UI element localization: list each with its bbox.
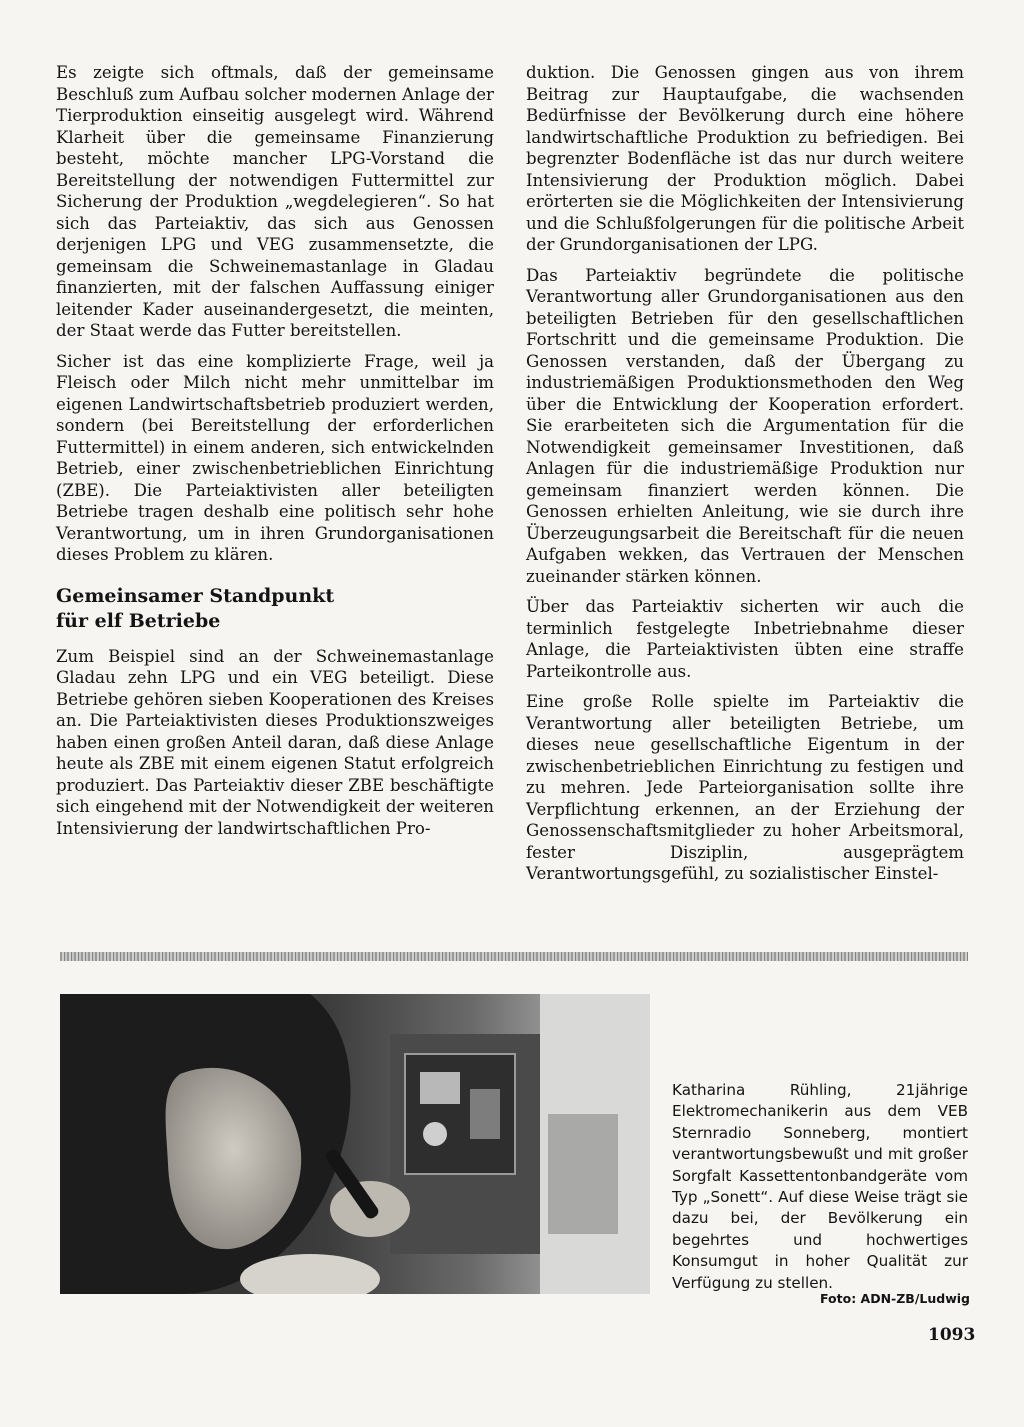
left-text-column xyxy=(56,62,494,848)
paragraph: Das Parteiaktiv begründete die politische Verantwortung aller Grundorganisationen aus den beteiligten Betrieben für den gesellschaftlichen Fortschritt und die gemeinsame Produktion. Die Genossen verstanden, daß der Übergang zu industriemäßigen Produktionsmethoden den Weg über die Entwicklung der Kooperation erfordert. Sie erarbeiteten sich die Argumentation für die Notwendigkeit gemeinsamer Investitionen, daß Anlagen für die industriemäßige Produktion nur gemeinsam finanziert werden können. Die Genossen erhielten Anleitung, wie sie durch ihre Überzeugungsarbeit die Bereitschaft für die neuen Aufgaben wekken, das Vertrauen der Menschen zueinander stärken können. xyxy=(526,265,964,586)
section-heading-line: für elf Betriebe xyxy=(56,609,221,632)
paragraph: Über das Parteiaktiv sicherten wir auch die terminlich festgelegte Inbetriebnahme dieser Anlage, die Parteiaktivisten übten eine straffe Parteikontrolle aus. xyxy=(526,597,964,681)
page-number: 1093 xyxy=(928,1325,976,1345)
section-heading-line: Gemeinsamer Standpunkt xyxy=(56,584,335,607)
photo-woman-assembling-tape-recorder xyxy=(60,994,650,1294)
photo-credit: Foto: ADN-ZB/Ludwig xyxy=(820,1291,970,1306)
halftone-divider xyxy=(60,952,968,961)
paragraph: Zum Beispiel sind an der Schweinemastanlage Gladau zehn LPG und ein VEG beteiligt. Diese Betriebe gehören sieben Kooperationen des Kreises an. Die Parteiaktivisten dieses Produktionszweiges haben einen großen Anteil daran, daß diese Anlage heute als ZBE mit einem eigenen Statut erfolgreich produziert. Das Parteiaktiv dieser ZBE beschäftigte sich eingehend mit der Notwendigkeit der weiteren Intensivierung der landwirtschaftlichen Pro- xyxy=(56,646,494,838)
right-text-column xyxy=(526,62,964,894)
paragraph: duktion. Die Genossen gingen aus von ihrem Beitrag zur Hauptaufgabe, die wachsenden Bedürfnisse der Bevölkerung durch eine höhere landwirtschaftliche Produktion zu befriedigen. Bei begrenzter Bodenfläche ist das nur durch weitere Intensivierung der Produktion möglich. Dabei erörterten sie die Möglichkeiten der Intensivierung und die Schlußfolgerungen für die politische Arbeit der Grundorganisationen der LPG. xyxy=(526,63,964,254)
paragraph: Es zeigte sich oftmals, daß der gemeinsame Beschluß zum Aufbau solcher modernen Anlage der Tierproduktion einseitig ausgelegt wird. Während Klarheit über die gemeinsame Finanzierung besteht, möchte mancher LPG-Vorstand die Bereitstellung der notwendigen Futtermittel zur Sicherung der Produktion „wegdelegieren“. So hat sich das Parteiaktiv, das sich aus Genossen derjenigen LPG und VEG zusammensetzte, die gemeinsam die Schweinemastanlage in Gladau finanzierten, mit der falschen Auffassung einiger leitender Kader auseinandergesetzt, die meinten, der Staat werde das Futter bereitstellen. xyxy=(56,63,494,340)
section-heading xyxy=(56,584,494,634)
paragraph: Eine große Rolle spielte im Parteiaktiv die Verantwortung aller beteiligten Betriebe, um dieses neue gesellschaftliche Eigentum in der zwischenbetrieblichen Einrichtung zu festigen und zu mehren. Jede Parteiorganisation sollte ihre Verpflichtung erkennen, an der Erziehung der Genossenschaftsmitglieder zu hoher Arbeitsmoral, fester Disziplin, ausgeprägtem Verantwortungsgefühl, zu sozialistischer Einstel- xyxy=(526,692,964,883)
paragraph: Sicher ist das eine komplizierte Frage, weil ja Fleisch oder Milch nicht mehr unmittelbar im eigenen Landwirtschaftsbetrieb produziert werden, sondern (bei Bereitstellung der erforderlichen Futtermittel) in einem anderen, sich entwickelnden Betrieb, einer zwischenbetrieblichen Einrichtung (ZBE). Die Parteiaktivisten aller beteiligten Betriebe tragen deshalb eine politisch sehr hohe Verantwortung, um in ihren Grundorganisationen dieses Problem zu klären. xyxy=(56,351,494,564)
photo-caption: Katharina Rühling, 21jährige Elektromechanikerin aus dem VEB Sternradio Sonneberg, montiert verantwortungsbewußt und mit großer Sorgfalt Kassettentonbandgeräte vom Typ „Sonett“. Auf diese Weise trägt sie dazu bei, der Bevölkerung ein begehrtes und hochwertiges Konsumgut in hoher Qualität zur Verfügung zu stellen. xyxy=(672,1081,968,1292)
